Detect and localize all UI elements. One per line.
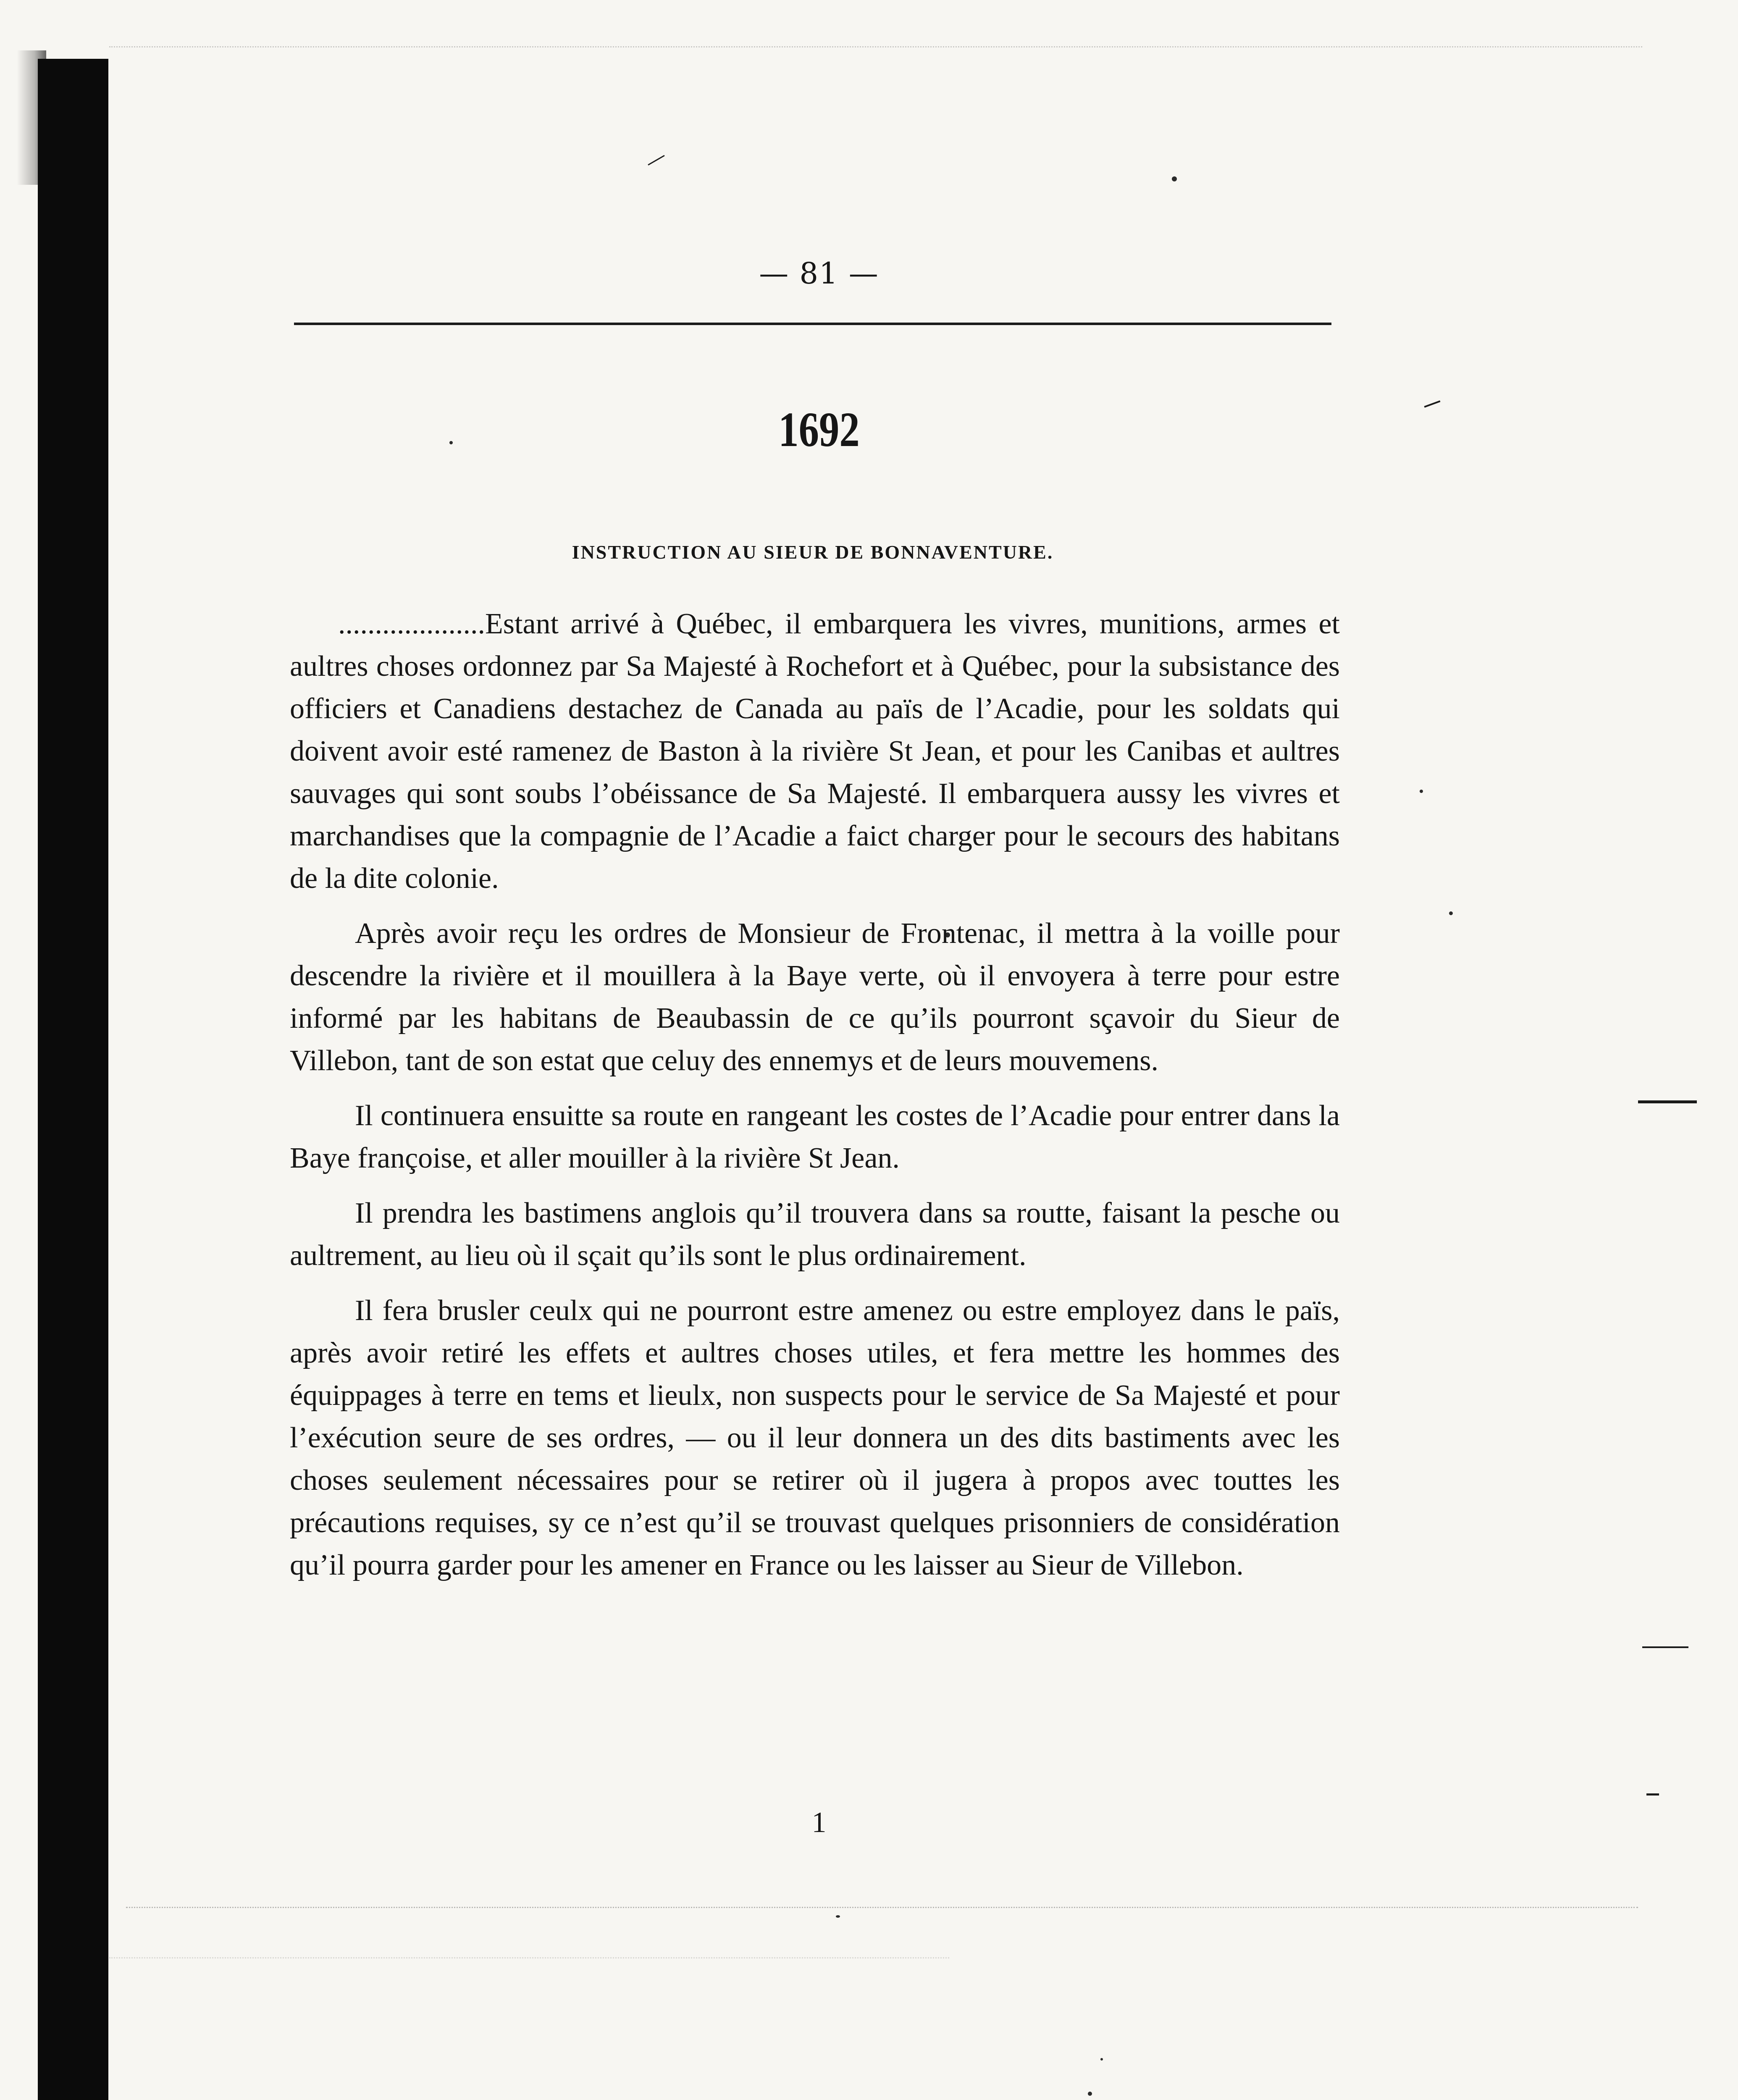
- binding-edge: [38, 59, 108, 2100]
- scan-noise-lower: [109, 1957, 949, 1958]
- paragraph-5: Il fera brusler ceulx qui ne pourront estre amenez ou estre employez dans le païs, après avoir retiré les effets et aultres choses utiles, et fera mettre les hommes des équippages à terre en tems et lieulx, non suspects pour le service de Sa Majesté et pour l’exécution seure de ses ordres, — ou il leur donnera un des dits bastiments avec les choses seulement nécessaires pour se retirer où il jugera à propos avec touttes les précautions requises, sy ce n’est qu’il se trouvast quelques prisonniers de considération qu’il pourra garder pour les amener en France ou les laisser au Sieur de Villebon.: [290, 1294, 1340, 1581]
- ink-speck: [1172, 176, 1177, 181]
- paragraph-4: Il prendra les bastimens anglois qu’il trouvera dans sa routte, faisant la pesche ou aultrement, au lieu où il sçait qu’ils sont le plus ordinairement.: [290, 1197, 1340, 1272]
- ink-speck: [1100, 2058, 1103, 2061]
- margin-dash: [648, 155, 664, 165]
- scan-noise-top: [109, 46, 1642, 47]
- margin-dash: [1646, 1793, 1659, 1796]
- margin-dash: [1638, 1100, 1697, 1103]
- paragraph-2: Après avoir reçu les ordres de Monsieur de Frontenac, il mettra à la voille pour descendre la rivière et il mouillera à la Baye verte, où il envoyera à terre pour estre informé par les habitans de Beaubassin de ce qu’ils pourront sçavoir du Sieur de Villebon, tant de son estat que celuy des ennemys et de leurs mouvemens.: [290, 917, 1340, 1077]
- document-year: 1692: [778, 402, 860, 457]
- document-title: INSTRUCTION AU SIEUR DE BONNAVENTURE.: [572, 541, 1054, 563]
- margin-dash: [1424, 400, 1441, 407]
- signature-mark: 1: [811, 1806, 827, 1839]
- body-text: [290, 603, 1340, 1599]
- ink-speck: [836, 1915, 840, 1918]
- ink-speck: [449, 441, 453, 444]
- margin-dash: [1642, 1646, 1688, 1648]
- paragraph-1: ....................Estant arrivé à Québec, il embarquera les vivres, munitions, armes et aultres choses ordonnez par Sa Majesté à Rochefort et à Québec, pour la subsistance des officiers et Canadiens destachez de Canada au païs de l’Acadie, pour les soldats qui doivent avoir esté ramenez de Baston à la rivière St Jean, et pour les Canibas et aultres sauvages qui sont soubs l’obéissance de Sa Majesté. Il embarquera aussy les vivres et marchandises que la compagnie de l’Acadie a faict charger pour le secours des habitans de la dite colonie.: [290, 608, 1340, 895]
- header-rule: [294, 323, 1331, 325]
- scan-noise-bottom: [126, 1907, 1638, 1908]
- page-number: — 81 —: [759, 256, 879, 291]
- ink-speck: [1449, 911, 1453, 915]
- ink-speck: [1420, 790, 1423, 793]
- ink-speck: [1088, 2092, 1092, 2096]
- paragraph-3: Il continuera ensuitte sa route en rangeant les costes de l’Acadie pour entrer dans la Baye françoise, et aller mouiller à la rivière St Jean.: [290, 1100, 1340, 1174]
